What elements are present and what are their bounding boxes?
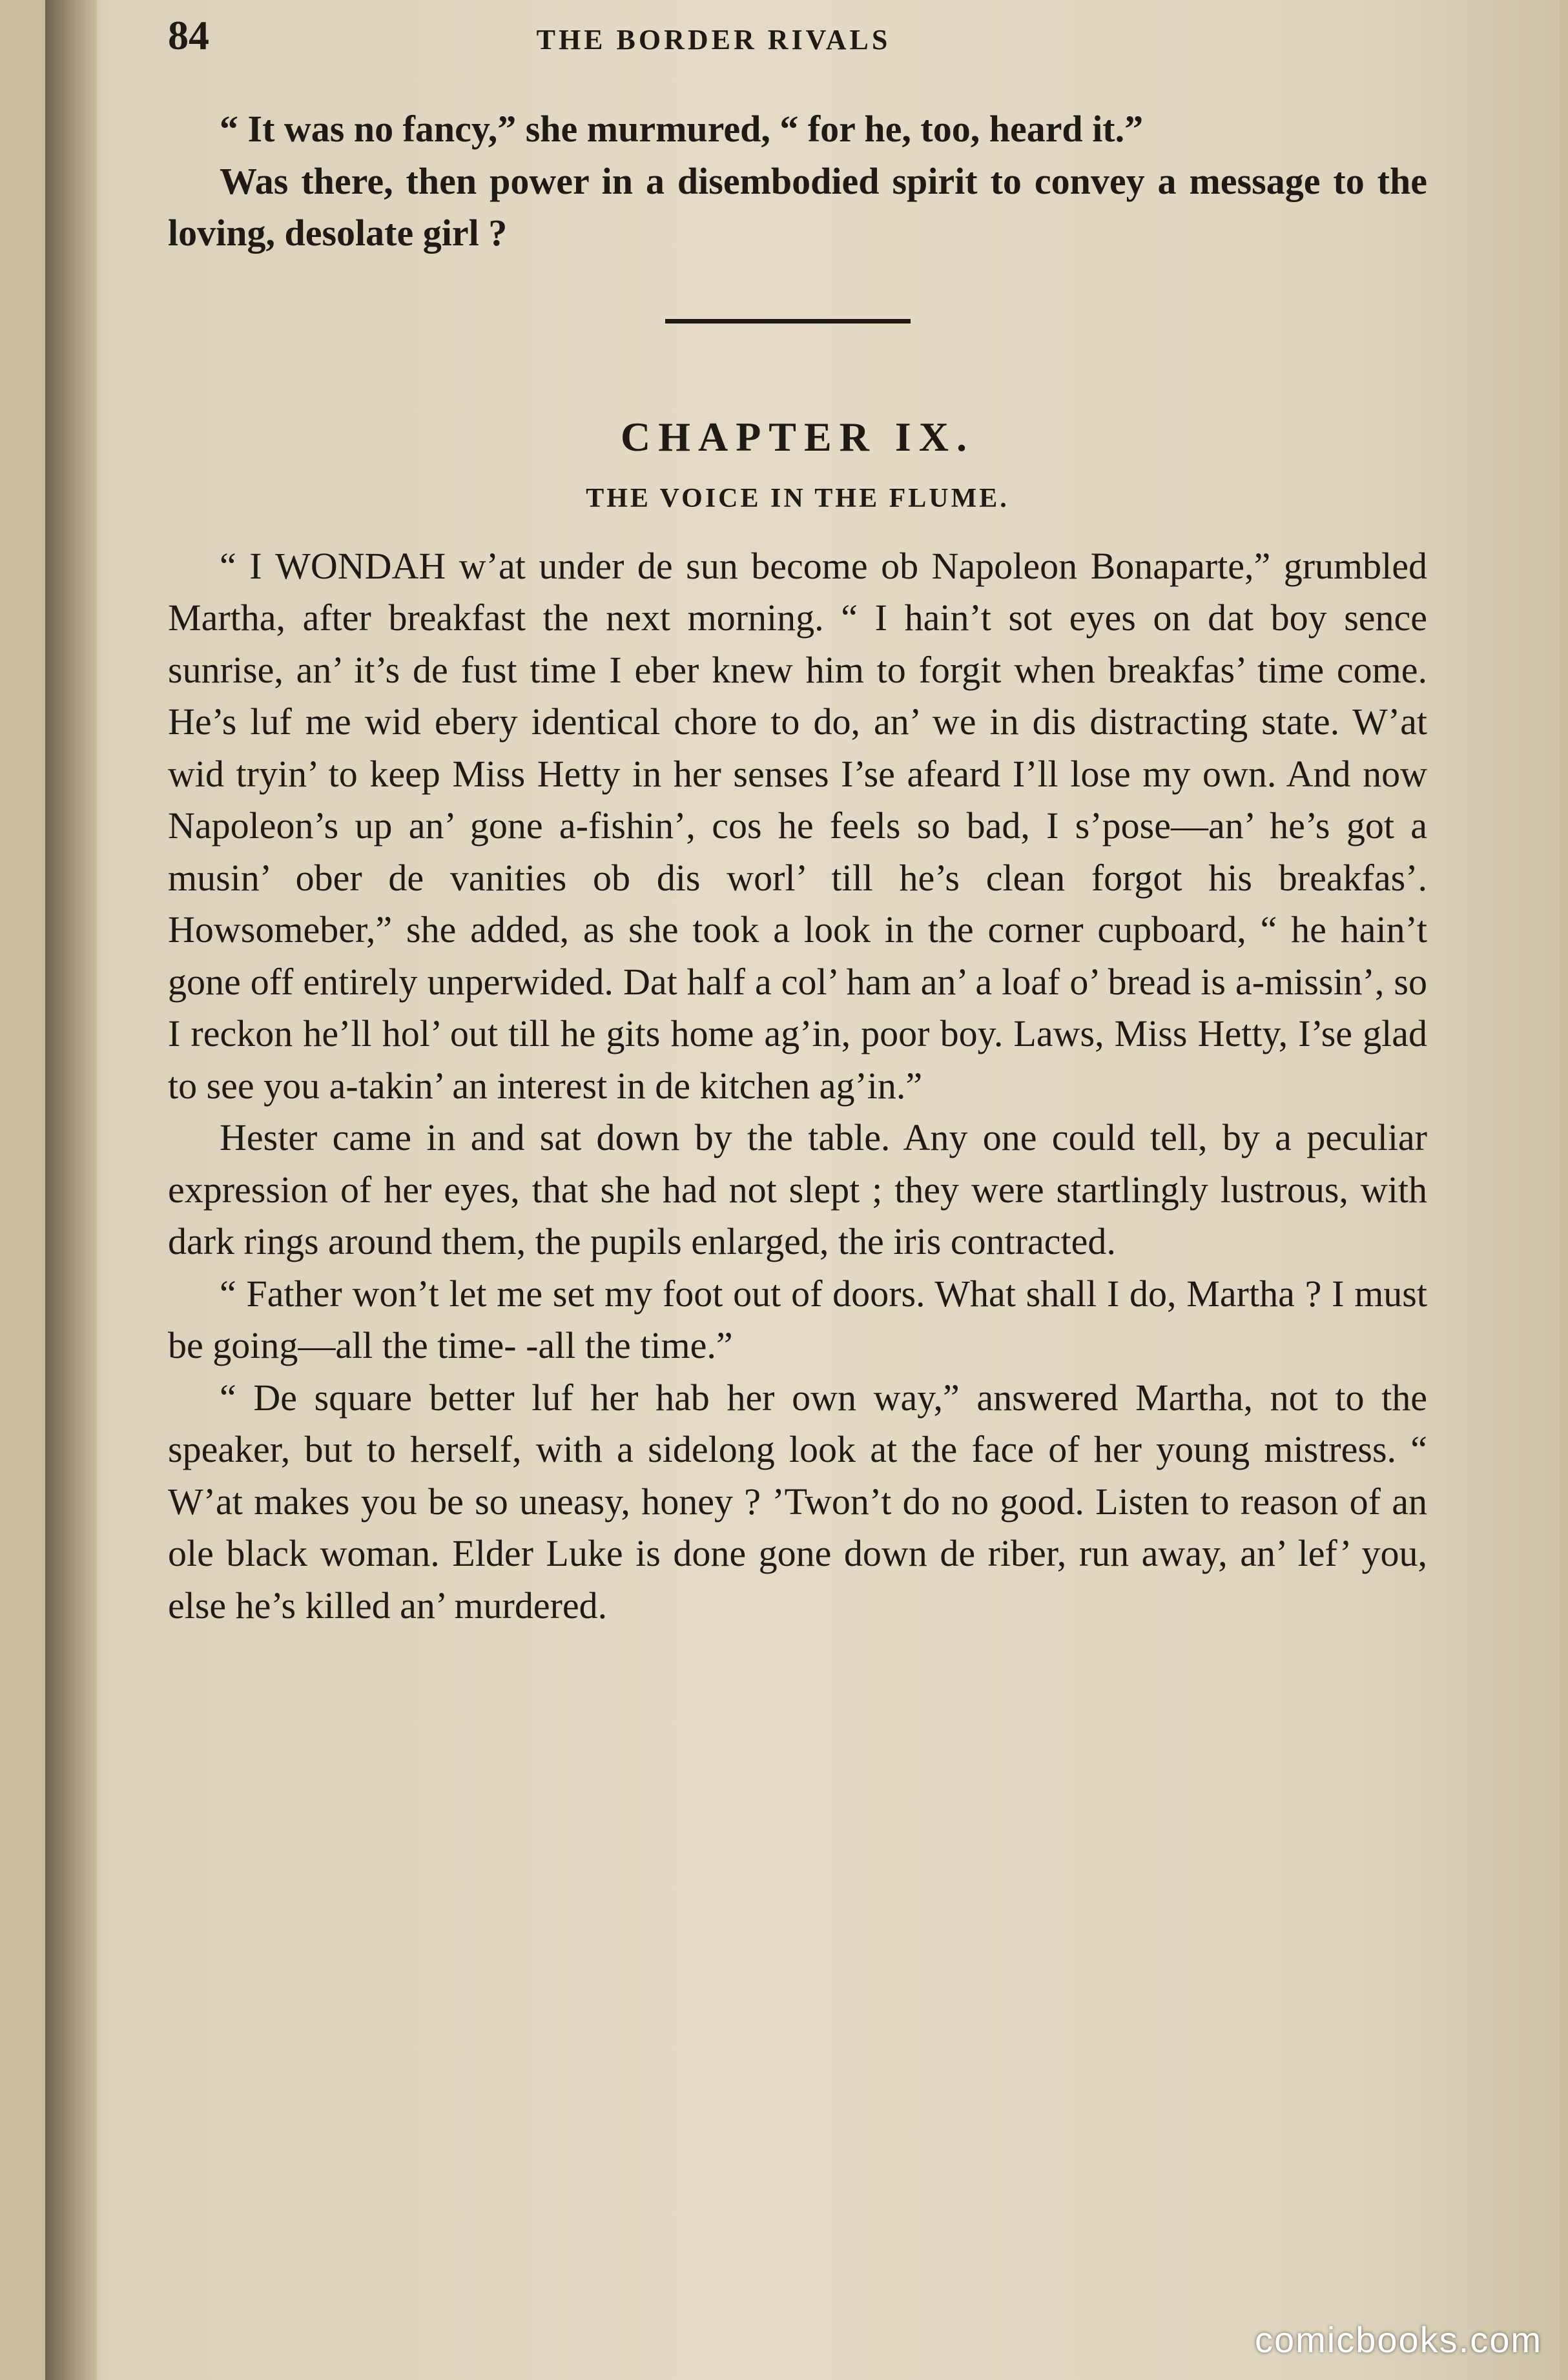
page-number: 84 [168, 12, 209, 58]
running-head [168, 12, 1427, 63]
paragraph-6: “ De square better luf her hab her own way,” answered Martha, not to the speaker, but to herself, with a sidelong look at the face of her young mistress. “ W’at makes you be so uneasy, honey ? ’Twon’t do no good. Listen to reason of an ole black woman. Elder Luke is done gone down de riber, run away, an’ lef’ you, else he’s killed an’ murdered. [168, 1376, 1427, 1626]
paragraph-4: Hester came in and sat down by the table. Any one could tell, by a peculiar expression of her eyes, that she had not slept ; they were startlingly lustrous, with dark rings around them, the pupils enlarged, the iris contracted. [168, 1116, 1427, 1262]
running-title: THE BORDER RIVALS [536, 24, 891, 56]
paragraph-3-lead: “ I [220, 544, 276, 587]
chapter-title: CHAPTER IX. [620, 413, 975, 460]
paragraph-2: Was there, then power in a disembodied spirit to convey a message to the loving, desolate girl ? [168, 159, 1427, 254]
section-divider [168, 260, 1427, 411]
paragraph-5: “ Father won’t let me set my foot out of doors. What shall I do, Martha ? I must be going—all the time- -all the time.” [168, 1272, 1427, 1366]
watermark: comicbooks.com [1254, 2319, 1542, 2360]
paragraph-3-rest: w’at under de sun become ob Napoleon Bonaparte,” grumbled Martha, after breakfast the next morning. “ I hain’t sot eyes on dat boy sence sunrise, an’ it’s de fust time I eber knew him to forgit when breakfas’ time come. He’s luf me wid ebery identical chore to do, an’ we in dis distracting state. W’at wid tryin’ to keep Miss Hetty in her senses I’se afeard I’ll lose my own. And now Napoleon’s up an’ gone a-fishin’, cos he feels so bad, I s’pose—an’ he’s got a musin’ ober de vanities ob dis worl’ till he’s clean forgot his breakfas’. Howsomeber,” she added, as she took a look in the corner cupboard, “ he hain’t gone off entirely unperwided. Dat half a col’ ham an’ a loaf o’ bread is a-missin’, so I reckon he’ll hol’ out till he gits home ag’in, poor boy. Laws, Miss Hetty, I’se glad to see you a-takin’ an interest in de kitchen ag’in.” [168, 544, 1428, 1107]
paragraph-3-small-caps: WONDAH [275, 544, 446, 587]
paragraph-3 [168, 540, 1427, 1113]
book-page [45, 0, 1560, 2380]
paragraph-1: “ It was no fancy,” she murmured, “ for he, too, heard it.” [220, 108, 1144, 150]
divider-rule [665, 319, 911, 323]
page-text [168, 103, 1427, 1632]
page-gutter [45, 0, 97, 2380]
chapter-subtitle: THE VOICE IN THE FLUME. [586, 483, 1009, 513]
